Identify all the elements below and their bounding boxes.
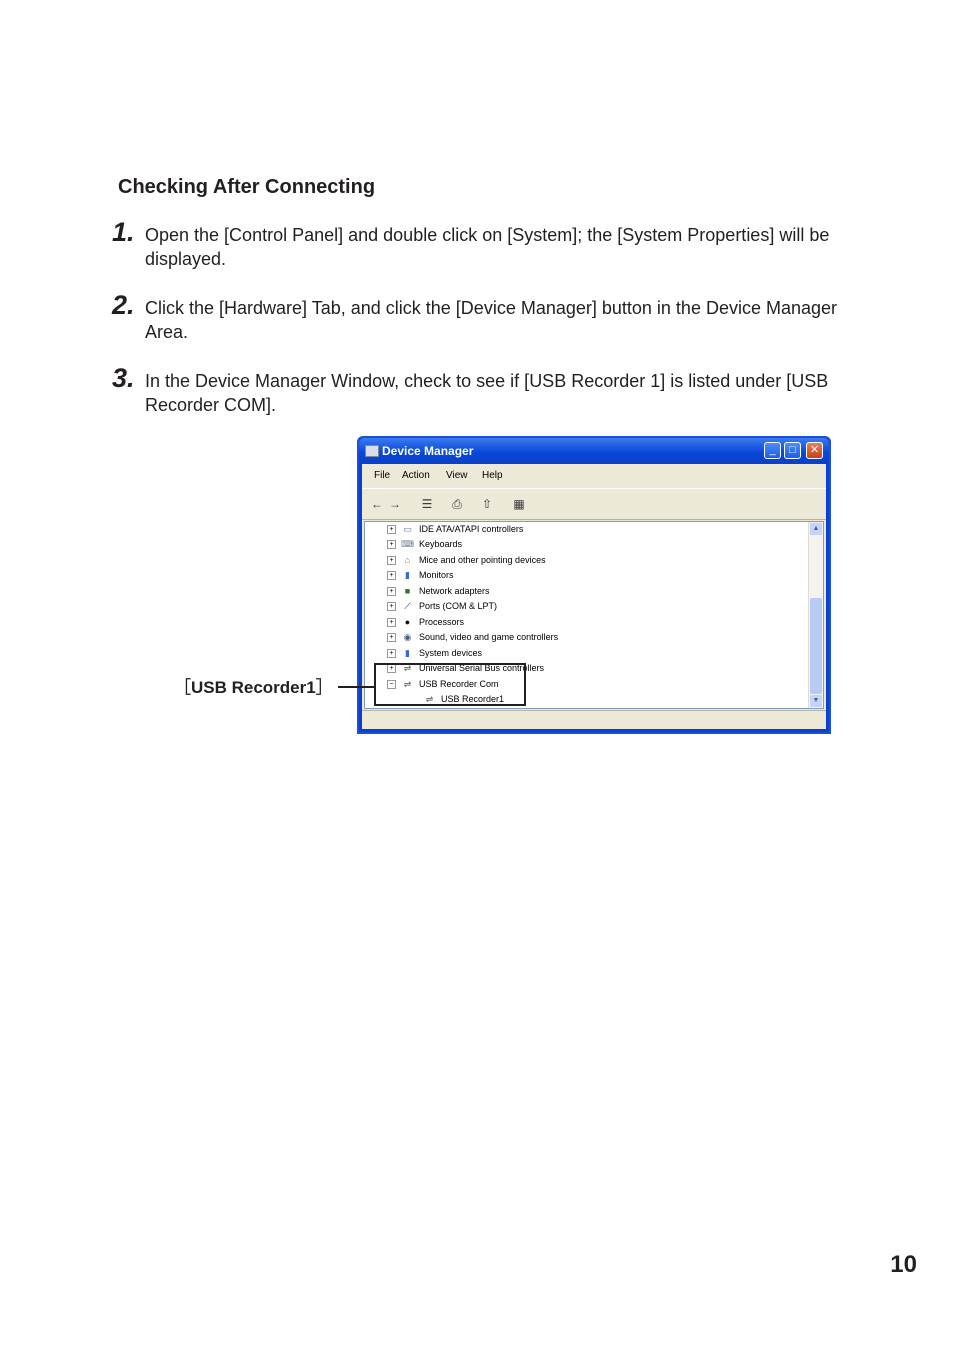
menu-view[interactable]: View — [446, 470, 468, 481]
scroll-down-icon[interactable]: ▼ — [810, 695, 822, 707]
processor-icon: ● — [404, 617, 411, 628]
callout-leader-line — [338, 686, 376, 688]
tree-node-label: System devices — [419, 648, 483, 658]
page-number: 10 — [890, 1251, 917, 1278]
status-bar — [362, 710, 826, 729]
tree-node[interactable] — [387, 599, 497, 614]
system-device-icon: ▮ — [405, 648, 410, 659]
section-heading: Checking After Connecting — [118, 176, 376, 198]
menu-bar — [362, 464, 826, 488]
tree-node[interactable] — [387, 553, 546, 568]
toolbar — [362, 488, 826, 520]
help-icon[interactable]: ▦ — [513, 497, 525, 511]
collapse-icon[interactable]: − — [387, 680, 396, 689]
tree-node[interactable] — [387, 568, 454, 583]
step-number: 3. — [112, 363, 135, 393]
back-arrow-icon[interactable]: ← — [371, 497, 383, 511]
expand-icon[interactable]: + — [387, 540, 396, 549]
usb-recorder-device-icon: ⇌ — [425, 694, 434, 705]
tree-node-label: Monitors — [419, 570, 454, 580]
callout-highlight-box — [374, 663, 526, 706]
tree-node-label: USB Recorder Com — [419, 679, 499, 689]
ide-controller-icon: ▭ — [403, 524, 412, 535]
properties-icon[interactable]: ☰ — [421, 497, 433, 511]
expand-icon[interactable]: + — [387, 633, 396, 642]
step-text: In the Device Manager Window, check to see if [USB Recorder 1] is listed under [USB Recorder COM]. — [145, 371, 829, 415]
monitor-icon: ▮ — [405, 570, 410, 581]
forward-arrow-icon[interactable]: → — [389, 497, 401, 511]
menu-action[interactable]: Action — [402, 470, 430, 481]
print-icon[interactable]: ⎙ — [452, 497, 462, 511]
callout-label: ［USB Recorder1］ — [174, 678, 333, 697]
step-text: Open the [Control Panel] and double click on [System]; the [System Properties] will be displayed. — [145, 225, 830, 269]
port-icon: ⟋ — [404, 601, 411, 612]
expand-icon[interactable]: + — [387, 525, 396, 534]
tree-node-label: IDE ATA/ATAPI controllers — [419, 524, 524, 534]
keyboard-icon: ⌨ — [401, 539, 414, 550]
tree-node-label: Ports (COM & LPT) — [419, 601, 498, 611]
tree-node[interactable] — [387, 646, 482, 661]
tree-node-label: Universal Serial Bus controllers — [419, 663, 545, 673]
tree-node[interactable] — [387, 615, 464, 630]
tree-node[interactable] — [387, 522, 523, 537]
tree-node-label: Mice and other pointing devices — [419, 555, 546, 565]
tree-node-label: USB Recorder1 — [441, 694, 505, 704]
title-bar — [359, 438, 829, 464]
window-title: Device Manager — [382, 444, 474, 458]
minimize-button[interactable]: _ — [764, 442, 781, 459]
menu-file[interactable]: File — [374, 470, 391, 481]
maximize-button[interactable]: □ — [784, 442, 801, 459]
tree-node[interactable] — [387, 537, 462, 552]
network-adapter-icon: ■ — [404, 586, 411, 597]
step-number: 1. — [112, 217, 135, 247]
tree-node[interactable] — [387, 584, 490, 599]
usb-recorder-com-icon: ⇌ — [403, 679, 412, 690]
expand-icon[interactable]: + — [387, 556, 396, 565]
usb-controller-icon: ⇌ — [403, 663, 412, 674]
menu-help[interactable]: Help — [482, 470, 503, 481]
expand-icon[interactable]: + — [387, 649, 396, 658]
step-text: Click the [Hardware] Tab, and click the [Device Manager] button in the Device Manager Area. — [145, 298, 838, 342]
expand-icon[interactable]: + — [387, 664, 396, 673]
tree-node-label: Processors — [419, 617, 465, 627]
tree-node-label: Keyboards — [419, 539, 463, 549]
step-number: 2. — [112, 290, 135, 320]
scroll-up-icon[interactable]: ▲ — [810, 523, 822, 535]
scroll-thumb[interactable] — [810, 598, 822, 694]
mouse-icon: ⌂ — [404, 555, 411, 566]
tree-node[interactable] — [387, 630, 558, 645]
expand-icon[interactable]: + — [387, 571, 396, 580]
expand-icon[interactable]: + — [387, 587, 396, 596]
expand-icon[interactable]: + — [387, 602, 396, 611]
scan-icon[interactable]: ⇧ — [481, 497, 493, 511]
sound-icon: ◉ — [403, 632, 412, 643]
tree-node-label: Network adapters — [419, 586, 490, 596]
expand-icon[interactable]: + — [387, 618, 396, 627]
vertical-scrollbar[interactable] — [808, 522, 823, 708]
tree-node-label: Sound, video and game controllers — [419, 632, 559, 642]
device-manager-icon — [365, 445, 379, 457]
close-button[interactable]: ✕ — [806, 442, 823, 459]
